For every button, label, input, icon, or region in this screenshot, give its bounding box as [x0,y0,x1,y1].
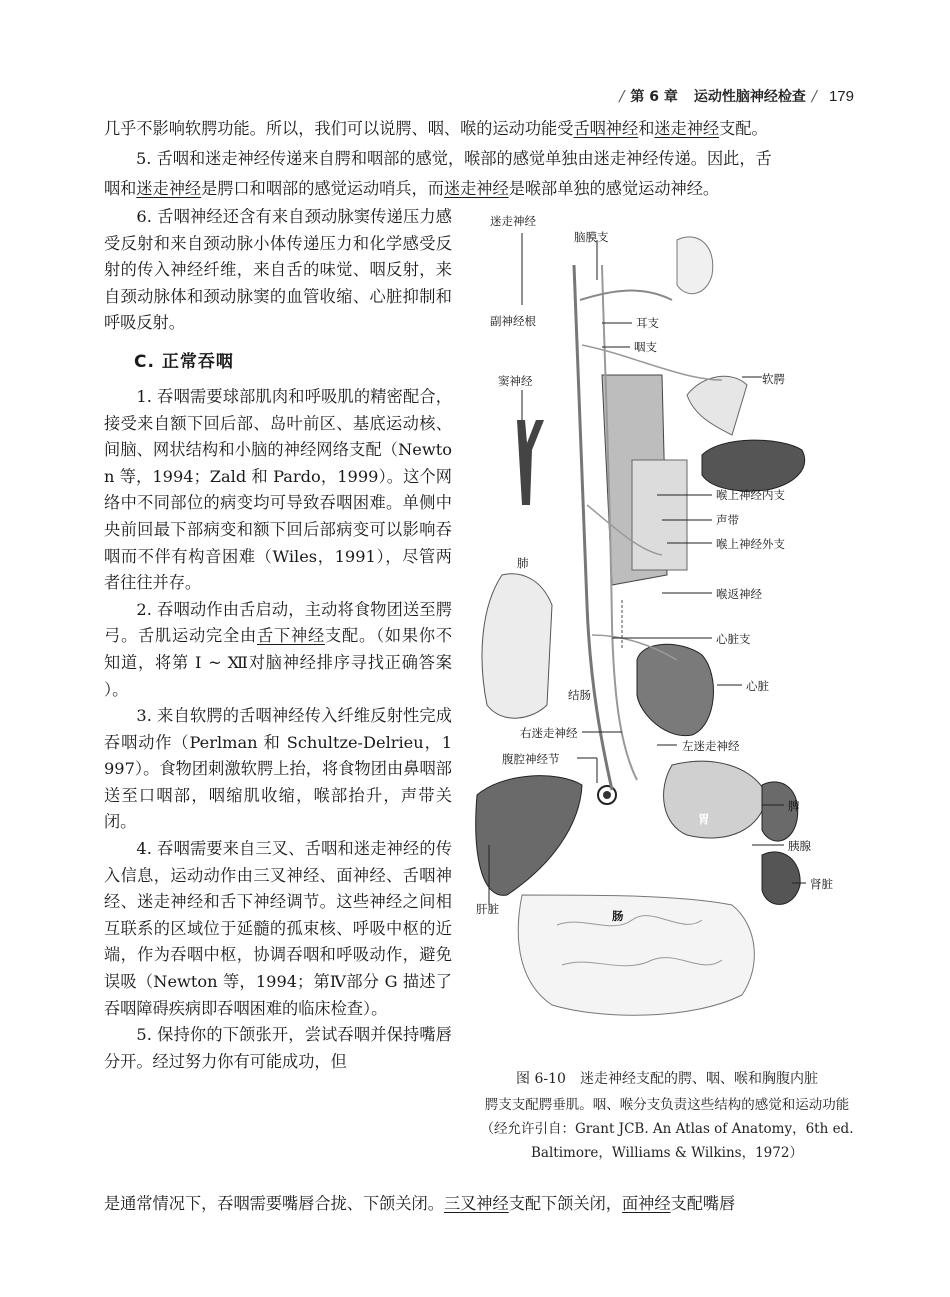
text-span: 是喉部单独的感觉运动神经。 [508,179,720,198]
text-span: 是腭口和咽部的感觉运动哨兵，而 [201,179,444,198]
text-span: 和 [638,119,655,138]
chapter-title: 运动性脑神经检查 [693,89,806,105]
anatomy-figure [462,205,854,1060]
chapter-number: 第 6 章 [630,89,678,105]
paragraph-swallow-1: 1. 吞咽需要球部肌肉和呼吸肌的精密配合，接受来自额下回后部、岛叶前区、基底运动核、间脑、网状结构和小脑的神经网络支配（Newton 等，1994；Zald 和 Pardo，1999）。这个网络中不同部位的病变均可导致吞咽困难。单侧中央前回最下部病变和额下回后部病变可以影响吞咽而不伴有构音困难（Wiles，1991），尽管两者往往并存。 [104,386,452,593]
figure-caption-line4: Baltimore，Williams & Wilkins，1972） [531,1145,803,1161]
label-colon: 结肠 [568,688,591,702]
term-facial: 面神经 [622,1194,671,1213]
label-spleen: 脾 [788,799,800,813]
running-header [613,86,854,106]
paragraph-6: 6. 舌咽神经还含有来自颈动脉窦传递压力感受反射和来自颈动脉小体传递压力和化学感受反射的传入神经纤维，来自舌的味觉、咽反射，来自颈动脉体和颈动脉窦的血管收缩、心脏抑制和呼吸反射。 [104,207,452,333]
label-vagus: 迷走神经 [490,214,536,228]
label-lung: 肺 [517,556,529,570]
text-line-2: 5. 舌咽和迷走神经传递来自腭和咽部的感觉，喉部的感觉单独由迷走神经传递。因此，舌 [136,149,772,168]
label-auricular: 耳支 [636,316,659,330]
label-kidney: 肾脏 [810,877,833,891]
left-column [104,204,452,1075]
header-slash: / [811,87,817,105]
figure-caption-line2: 腭支支配腭垂肌。咽、喉分支负责这些结构的感觉和运动功能 [484,1097,850,1113]
text-span: 是通常情况下，吞咽需要嘴唇合拢、下颌关闭。 [104,1194,444,1213]
label-pancreas: 胰腺 [788,839,811,853]
label-pharyngeal: 咽支 [634,340,657,354]
figure-caption-title: 图 6-10 迷走神经支配的腭、咽、喉和胸腹内脏 [516,1071,818,1087]
label-recurrent-laryngeal: 喉返神经 [716,587,762,601]
label-cardiac-branch: 心脏支 [716,632,751,646]
label-left-vagus: 左迷走神经 [682,739,740,753]
text-span: 支配下颌关闭， [508,1194,622,1213]
text-span: 几乎不影响软腭功能。所以，我们可以说腭、咽、喉的运动功能受 [104,119,574,138]
label-stomach: 胃 [698,812,710,826]
paragraph-swallow-2 [104,597,452,703]
term-vagus: 迷走神经 [654,119,720,138]
label-sinus-nerve: 窦神经 [498,374,533,388]
term-trigeminal: 三叉神经 [443,1194,509,1213]
label-meningeal: 脑膜支 [574,230,609,244]
text-span: 支配。 [719,119,768,138]
section-title: C. 正常吞咽 [134,351,234,372]
text-line-3 [104,177,859,201]
label-accessory-root: 副神经根 [490,314,536,328]
label-ext-sup-laryngeal: 喉上神经外支 [716,537,785,551]
paragraph-swallow-3: 3. 来自软腭的舌咽神经传入纤维反射性完成吞咽动作（Perlman 和 Schultze-Delrieu，1997）。食物团刺激软腭上抬，将食物团由鼻咽部送至口咽部，咽缩肌收缩，喉部抬升，声带关闭。 [104,706,452,832]
label-int-sup-laryngeal: 喉上神经内支 [716,488,785,502]
term-glossopharyngeal: 舌咽神经 [573,119,639,138]
label-heart: 心脏 [746,679,769,693]
text-span: 咽和 [104,179,137,198]
term-hypoglossal: 舌下神经 [256,626,325,646]
text-line-1 [104,117,859,141]
text-line-bottom [104,1192,864,1216]
paragraph-swallow-5: 5. 保持你的下颌张开，尝试吞咽并保持嘴唇分开。经过努力你有可能成功，但 [104,1025,452,1071]
label-soft-palate: 软腭 [762,372,785,386]
paragraph-swallow-4: 4. 吞咽需要来自三叉、舌咽和迷走神经的传入信息，运动动作由三叉神经、面神经、舌咽神经、迷走神经和舌下神经调节。这些神经之间相互联系的区域位于延髓的孤束核、呼吸中枢的近端，作为吞咽中枢，协调吞咽和呼吸动作，避免误吸（Newton 等，1994；第Ⅳ部分 G 描述了吞咽障碍疾病即吞咽困难的临床检查）。 [104,839,452,1018]
term-vagus: 迷走神经 [136,179,202,198]
text-span: 支配嘴唇 [670,1194,736,1213]
text-span: 支配。（如果你不知道，将第 Ⅰ ~ Ⅻ对脑神经排序寻找正确答案 ）。 [104,626,453,699]
label-right-vagus: 右迷走神经 [520,726,578,740]
label-vocal-cord: 声带 [716,513,739,527]
label-intestine: 肠 [612,909,624,923]
header-slash: / [619,87,625,105]
text-span: 2. 吞咽动作由舌启动，主动将食物团送至腭弓。舌肌运动完全由 [104,599,452,646]
term-vagus: 迷走神经 [443,179,509,198]
page-number: 179 [828,88,854,105]
figure-caption-line3: （经允许引自：Grant JCB. An Atlas of Anatomy，6th ed. [480,1121,854,1137]
label-liver: 肝脏 [476,902,499,916]
vagus-nerve-illustration [462,205,854,1060]
label-celiac-ganglion: 腹腔神经节 [502,752,560,766]
